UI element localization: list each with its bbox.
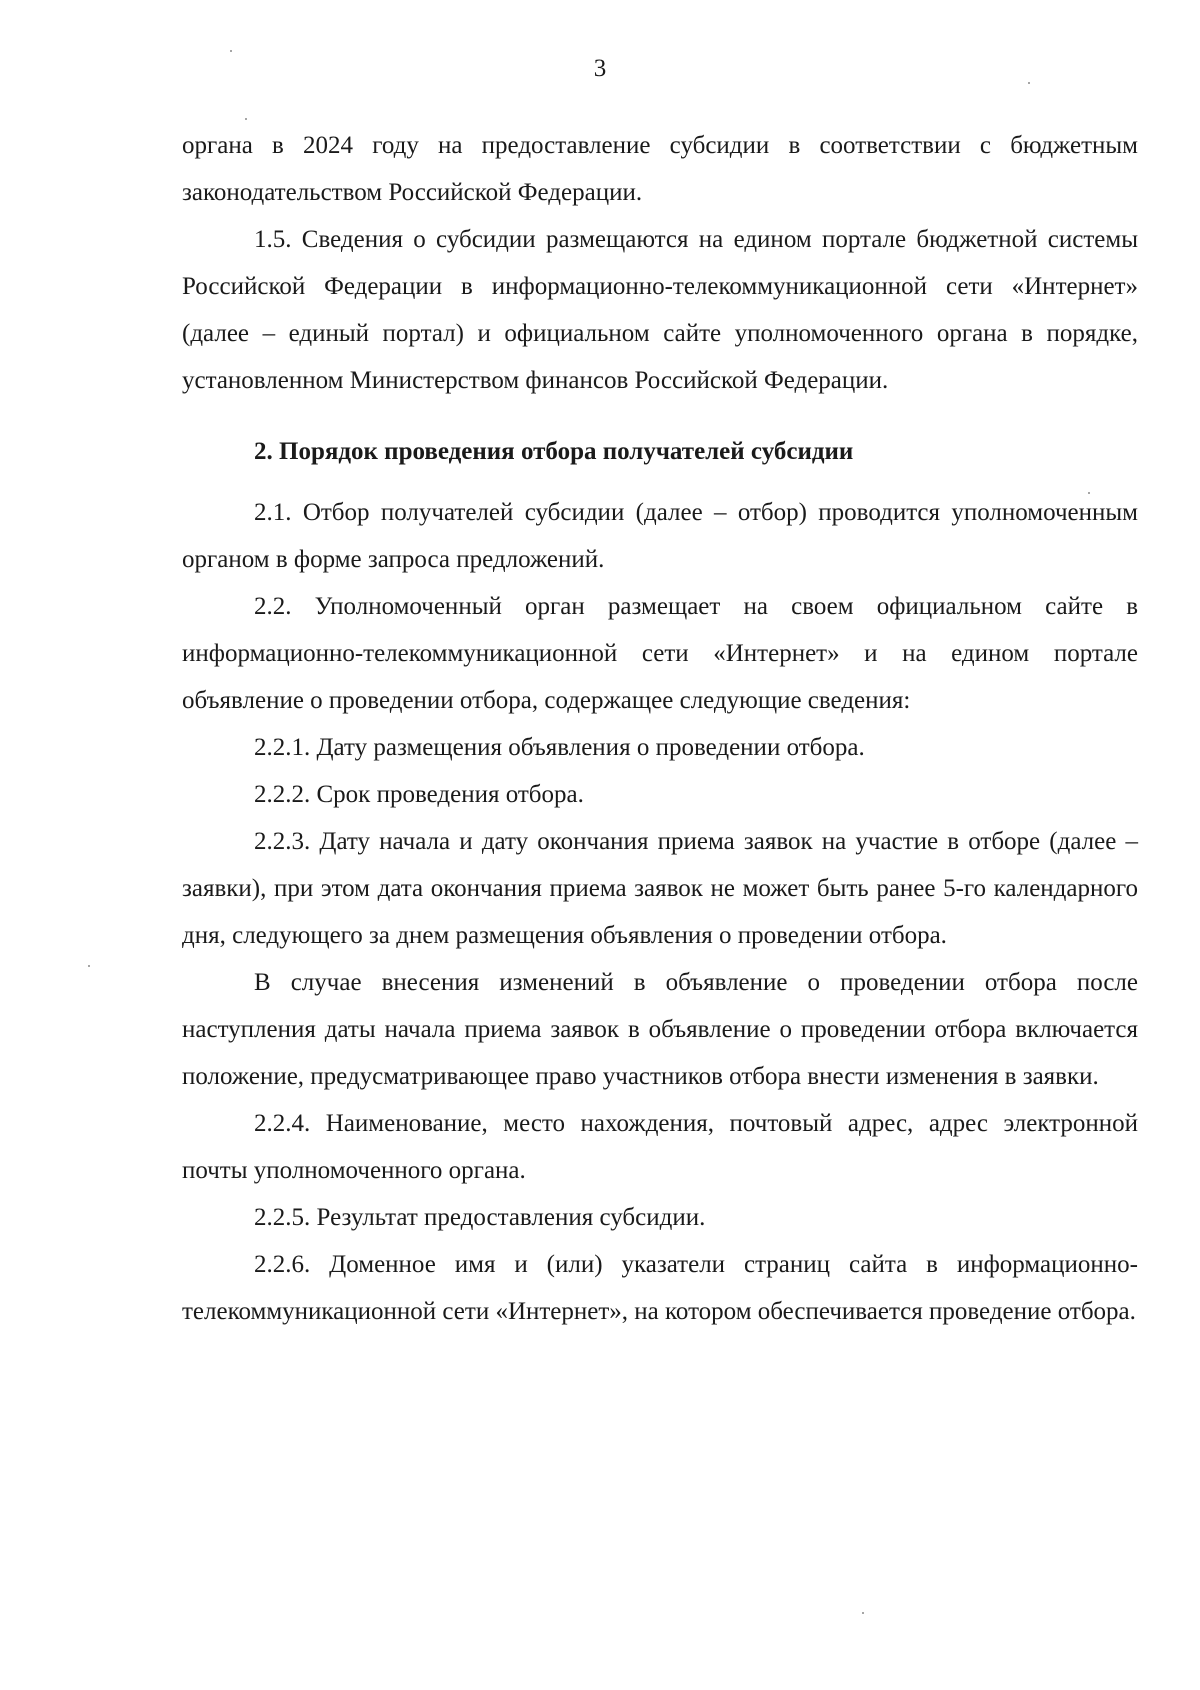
scan-speck xyxy=(230,50,232,52)
scan-speck xyxy=(245,118,247,120)
paragraph-2-2-6: 2.2.6. Доменное имя и (или) указатели страниц сайта в информационно-телекоммуникационной сети «Интернет», на котором обеспечивается проведение отбора. xyxy=(182,1251,1138,1325)
paragraph-2-1: 2.1. Отбор получателей субсидии (далее – отбор) проводится уполномоченным органом в форме запроса предложений. xyxy=(182,499,1138,573)
paragraph-2-2-4: 2.2.4. Наименование, место нахождения, почтовый адрес, адрес электронной почты уполномоченного органа. xyxy=(182,1110,1138,1184)
document-body xyxy=(182,122,1138,1335)
paragraph-continuation: органа в 2024 году на предоставление субсидии в соответствии с бюджетным законодательством Российской Федерации. xyxy=(182,132,1138,206)
scan-speck xyxy=(1088,492,1090,494)
paragraph-2-2-5: 2.2.5. Результат предоставления субсидии. xyxy=(254,1204,706,1231)
paragraph-2-2: 2.2. Уполномоченный орган размещает на своем официальном сайте в информационно-телекоммуникационной сети «Интернет» и на едином портале объявление о проведении отбора, содержащее следующие сведения: xyxy=(182,593,1138,714)
scan-speck xyxy=(1028,82,1030,84)
paragraph-1-5: 1.5. Сведения о субсидии размещаются на едином портале бюджетной системы Российской Федерации в информационно-телекоммуникационной сети «Интернет» (далее – единый портал) и официальном сайте уполномоченного органа в порядке, установленном Министерством финансов Российской Федерации. xyxy=(182,226,1138,394)
paragraph-2-2-1: 2.2.1. Дату размещения объявления о проведении отбора. xyxy=(254,734,865,761)
paragraph-2-2-3: 2.2.3. Дату начала и дату окончания приема заявок на участие в отборе (далее – заявки), при этом дата окончания приема заявок не может быть ранее 5-го календарного дня, следующего за днем размещения объявления о проведении отбора. xyxy=(182,828,1138,949)
scan-speck xyxy=(862,1612,864,1614)
paragraph-2-2-2: 2.2.2. Срок проведения отбора. xyxy=(254,781,584,808)
scan-speck xyxy=(88,965,90,967)
section-heading: 2. Порядок проведения отбора получателей субсидии xyxy=(254,438,854,465)
page-number: 3 xyxy=(593,55,607,82)
paragraph-changes: В случае внесения изменений в объявление о проведении отбора после наступления даты начала приема заявок в объявление о проведении отбора включается положение, предусматривающее право участников отбора внести изменения в заявки. xyxy=(182,969,1138,1090)
